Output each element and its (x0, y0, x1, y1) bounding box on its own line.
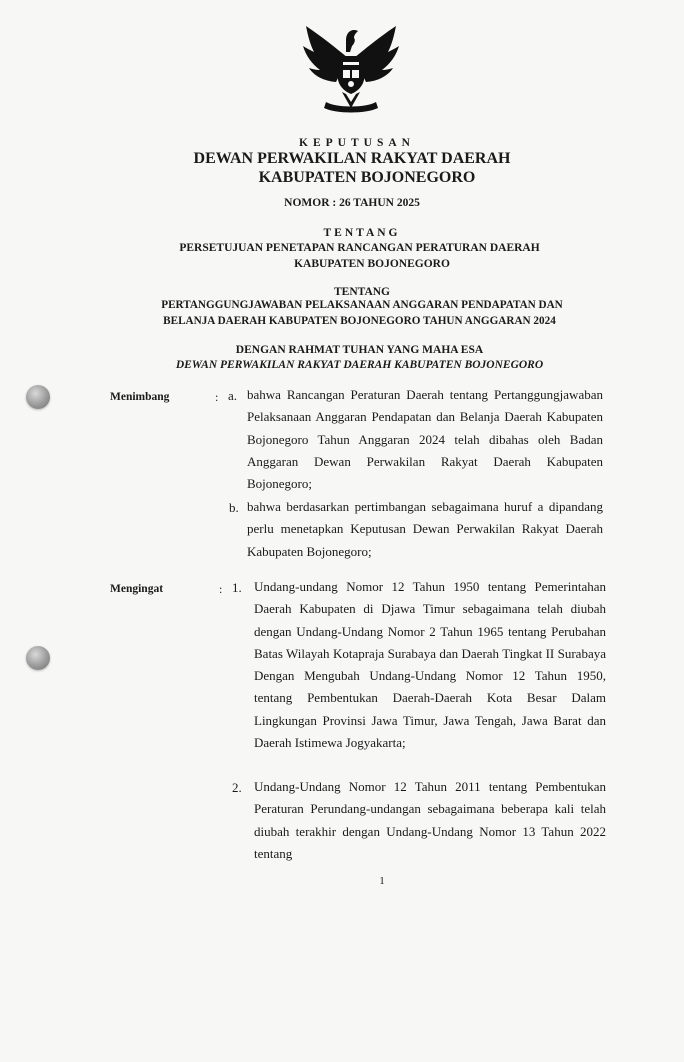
subject-line-1: PERSETUJUAN PENETAPAN RANCANGAN PERATURAN DAERAH (179, 242, 540, 254)
subject2-line-2: BELANJA DAERAH KABUPATEN BOJONEGORO TAHUN ANGGARAN 2024 (163, 315, 556, 327)
clause-marker: a. (228, 388, 238, 403)
clause-marker: b. (229, 500, 239, 515)
clause-text: Undang-Undang Nomor 12 Tahun 2011 tentang Pembentukan Peraturan Perundang-undangan sebagaimana beberapa kali telah diubah terakhir dengan Undang-Undang Nomor 13 Tahun 2022 tentang (254, 779, 606, 861)
page-number: 1 (379, 875, 385, 887)
preamble-dewan: DEWAN PERWAKILAN RAKYAT DAERAH KABUPATEN BOJONEGORO (175, 359, 544, 371)
heading-tentang-2: TENTANG (333, 286, 391, 298)
heading-tentang-1: TENTANG (323, 227, 401, 239)
punch-hole (26, 385, 50, 409)
section-label-menimbang: Menimbang (110, 391, 170, 403)
clause-text: Undang-undang Nomor 12 Tahun 1950 tentang Pemerintahan Daerah Kabupaten di Djawa Timur sebagaimana telah diubah dengan Undang-Undang Nomor 2 Tahun 1965 tentang Perubahan Batas Wilayah Kotapraja Surabaya dan Daerah Tingkat II Surabaya Dengan Mengubah Undang-Undang Nomor 12 Tahun 1950, tentang Pembentukan Daerah-Daerah Kota Besar Dalam Lingkungan Provinsi Jawa Timur, Jawa Tengah, Jawa Barat dan Daerah Istimewa Jogyakarta; (254, 579, 606, 751)
title-kabupaten: KABUPATEN BOJONEGORO (258, 169, 476, 186)
subject2-line-1: PERTANGGUNGJAWABAN PELAKSANAAN ANGGARAN PENDAPATAN DAN (161, 299, 563, 311)
colon: : (215, 390, 219, 404)
clause-marker: 1. (232, 580, 242, 595)
document-number: NOMOR : 26 TAHUN 2025 (284, 197, 420, 209)
title-dprd: DEWAN PERWAKILAN RAKYAT DAERAH (193, 150, 511, 167)
section-label-mengingat: Mengingat (110, 583, 164, 595)
colon: : (219, 582, 223, 596)
preamble-rahmat: DENGAN RAHMAT TUHAN YANG MAHA ESA (235, 344, 484, 356)
clause-text: bahwa berdasarkan pertimbangan sebagaimana huruf a dipandang perlu menetapkan Keputusan Dewan Perwakilan Rakyat Daerah Kabupaten Bojonegoro; (247, 499, 603, 559)
punch-hole (26, 646, 50, 670)
title-keputusan: KEPUTUSAN (299, 137, 415, 149)
clause-marker: 2. (232, 780, 242, 795)
clause-text: bahwa Rancangan Peraturan Daerah tentang Pertanggungjawaban Pelaksanaan Anggaran Pendapatan dan Belanja Daerah Kabupaten Bojonegoro Tahun Anggaran 2024 telah dibahas oleh Badan Anggaran Dewan Perwakilan Rakyat Daerah Kabupaten Bojonegoro; (247, 387, 603, 492)
subject-line-2: KABUPATEN BOJONEGORO (294, 258, 450, 270)
garuda-emblem-icon (296, 18, 406, 118)
